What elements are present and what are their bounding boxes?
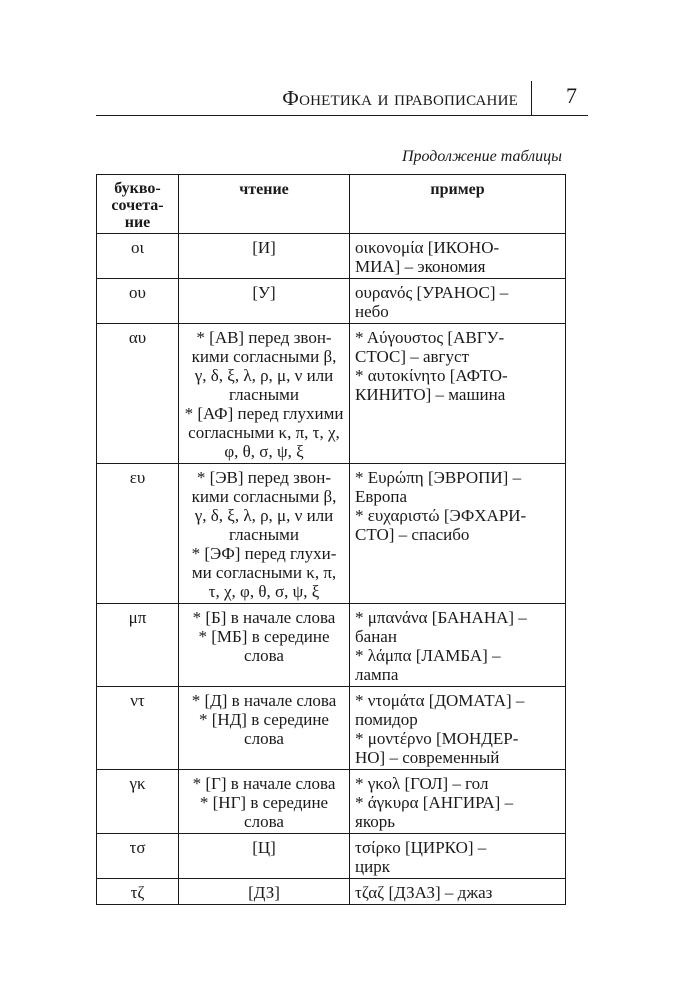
reading-line: слова: [244, 812, 284, 831]
example-line: * μοντέρνο [МОНДЕР-: [355, 729, 519, 748]
reading-cell: [179, 234, 350, 279]
reading-cell: [179, 604, 350, 687]
letter-combination-cell: τσ: [97, 834, 179, 879]
reading-line: * [АВ] перед звон-: [196, 328, 332, 347]
example-line: * ντομάτα [ДОМАТА] –: [355, 691, 525, 710]
example-line: якорь: [355, 812, 395, 831]
table-continuation-note: Продолжение таблицы: [401, 148, 562, 165]
reading-line: γ, δ, ξ, λ, ρ, μ, ν или: [194, 506, 334, 525]
reading-cell: [179, 324, 350, 464]
reading-line: * [НД] в середине: [199, 710, 329, 729]
reading-line: гласными: [228, 385, 300, 404]
example-line: Европа: [355, 487, 408, 506]
reading-line: τ, χ, φ, θ, σ, ψ, ξ: [208, 582, 320, 601]
letter-combination-cell: τζ: [97, 879, 179, 905]
table-row: [97, 279, 566, 324]
reading-line: гласными: [228, 525, 300, 544]
table-row: [97, 834, 566, 879]
example-line: лампа: [355, 665, 399, 684]
reading-cell: [179, 279, 350, 324]
header-divider: [531, 81, 532, 116]
example-line: * άγκυρα [АНГИРА] –: [355, 793, 514, 812]
example-cell: [350, 687, 566, 770]
example-line: небо: [355, 302, 389, 321]
reading-cell: [179, 879, 350, 905]
column-header-combination: [97, 175, 179, 234]
letter-combination-cell: ντ: [97, 687, 179, 770]
reading-line: [Ц]: [252, 838, 276, 857]
example-cell: [350, 464, 566, 604]
example-cell: [350, 604, 566, 687]
reading-line: γ, δ, ξ, λ, ρ, μ, ν или: [194, 366, 334, 385]
reading-line: кими согласными β,: [191, 487, 337, 506]
reading-line: * [Г] в начале слова: [192, 774, 336, 793]
table-row: [97, 324, 566, 464]
table-body: [97, 234, 566, 905]
letter-combinations-table: [96, 174, 566, 905]
example-line: СТОС] – август: [355, 347, 470, 366]
example-line: МИА] – экономия: [355, 257, 486, 276]
example-cell: [350, 279, 566, 324]
table-row: [97, 604, 566, 687]
example-line: * Ευρώπη [ЭВРОПИ] –: [355, 468, 522, 487]
reading-line: кими согласными β,: [191, 347, 337, 366]
reading-line: [И]: [252, 238, 276, 257]
example-line: τσίρκο [ЦИРКО] –: [355, 838, 487, 857]
page-number: 7: [566, 83, 577, 108]
table-row: [97, 234, 566, 279]
reading-cell: [179, 770, 350, 834]
example-line: τζαζ [ДЗАЗ] – джаз: [355, 883, 493, 902]
example-line: * ευχαριστώ [ЭФХАРИ-: [355, 506, 527, 525]
column-header-combination-text: букво-сочета-ние: [111, 180, 164, 231]
example-line: цирк: [355, 857, 390, 876]
letter-combination-cell: ου: [97, 279, 179, 324]
example-line: * αυτοκίνητο [АФТО-: [355, 366, 508, 385]
example-cell: [350, 234, 566, 279]
reading-cell: [179, 687, 350, 770]
example-line: * λάμπα [ЛАМБА] –: [355, 646, 501, 665]
letter-combination-cell: ευ: [97, 464, 179, 604]
letter-combination-cell: γκ: [97, 770, 179, 834]
example-cell: [350, 879, 566, 905]
letter-combination-cell: αυ: [97, 324, 179, 464]
header-rule: [96, 115, 588, 116]
running-header-title: Фонетика и правописание: [282, 86, 518, 110]
column-header-reading: чтение: [179, 175, 350, 234]
example-line: КИНИТО] – машина: [355, 385, 506, 404]
table-header-row: [97, 175, 566, 234]
letter-combination-cell: οι: [97, 234, 179, 279]
reading-line: φ, θ, σ, ψ, ξ: [224, 442, 304, 461]
reading-line: * [Д] в начале слова: [191, 691, 337, 710]
example-line: НО] – современный: [355, 748, 500, 767]
reading-line: * [МБ] в середине: [198, 627, 330, 646]
reading-line: * [АФ] перед глухими: [184, 404, 344, 423]
example-line: οικονομία [ИКОНО-: [355, 238, 500, 257]
example-line: банан: [355, 627, 397, 646]
example-cell: [350, 834, 566, 879]
reading-cell: [179, 464, 350, 604]
example-line: * μπανάνα [БАНАНА] –: [355, 608, 527, 627]
example-line: * Αύγουστος [АВГУ-: [355, 328, 505, 347]
reading-line: слова: [244, 646, 284, 665]
reading-line: [У]: [252, 283, 276, 302]
example-line: * γκολ [ГОЛ] – гол: [355, 774, 489, 793]
example-cell: [350, 324, 566, 464]
reading-line: ми согласными κ, π,: [191, 563, 337, 582]
column-header-example: пример: [350, 175, 566, 234]
table-row: [97, 687, 566, 770]
example-line: ουρανός [УРАНОС] –: [355, 283, 509, 302]
example-line: помидор: [355, 710, 418, 729]
table-row: [97, 879, 566, 905]
reading-line: * [НГ] в середине: [199, 793, 329, 812]
reading-line: * [ЭФ] перед глухи-: [191, 544, 337, 563]
reading-line: слова: [244, 729, 284, 748]
reading-line: * [Б] в начале слова: [192, 608, 336, 627]
example-line: СТО] – спасибо: [355, 525, 470, 544]
reading-line: * [ЭВ] перед звон-: [196, 468, 332, 487]
reading-cell: [179, 834, 350, 879]
reading-line: [ДЗ]: [248, 883, 280, 902]
table-row: [97, 464, 566, 604]
reading-line: согласными κ, π, τ, χ,: [188, 423, 340, 442]
table-row: [97, 770, 566, 834]
letter-combination-cell: μπ: [97, 604, 179, 687]
example-cell: [350, 770, 566, 834]
